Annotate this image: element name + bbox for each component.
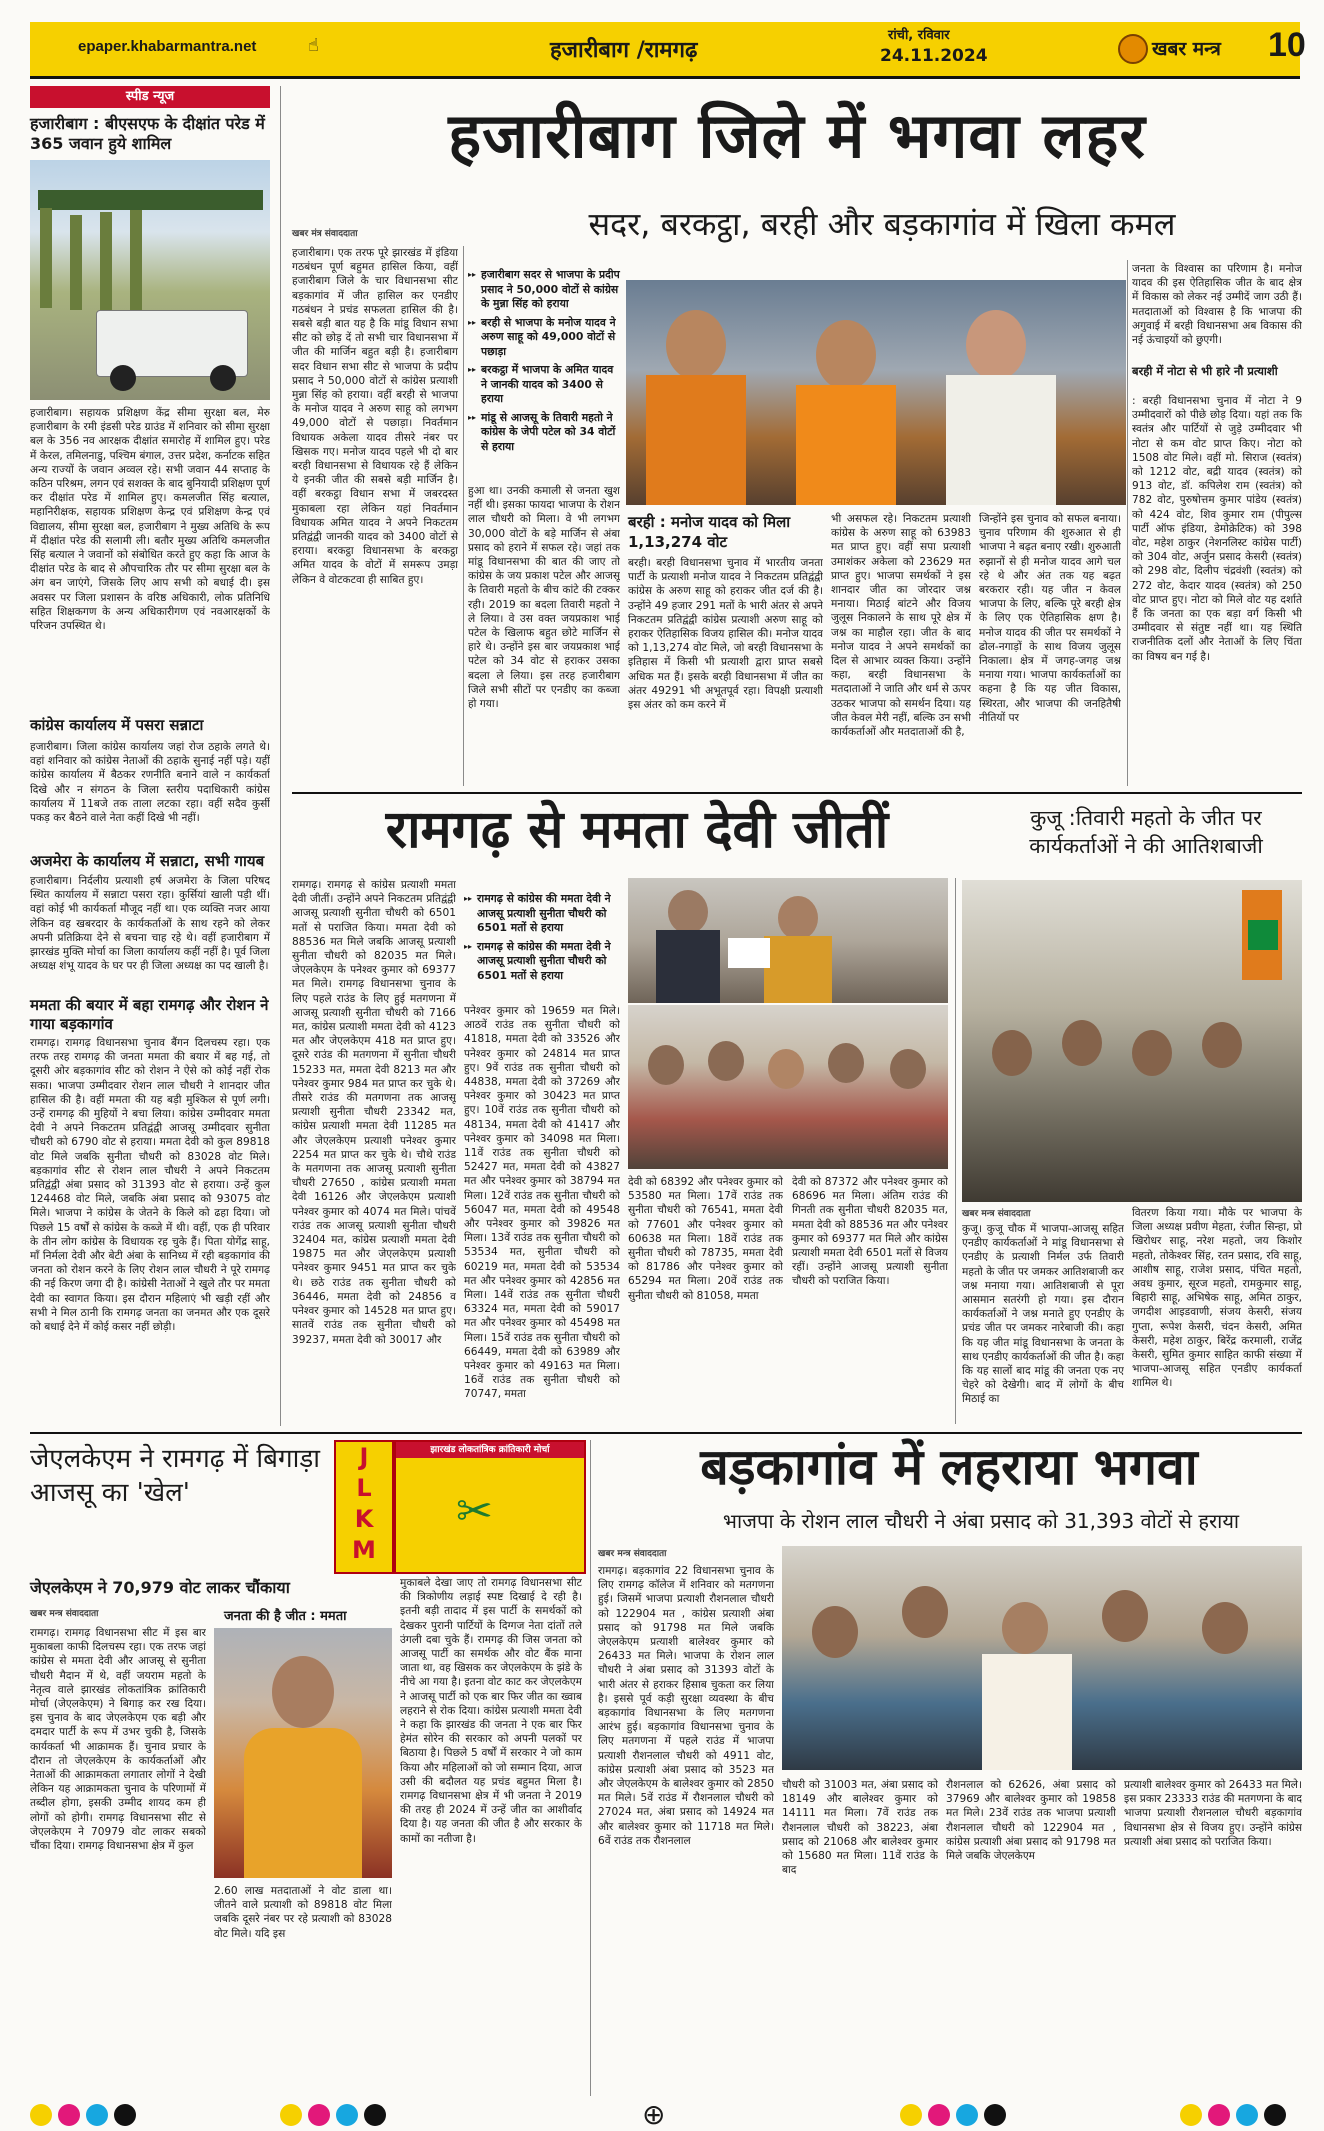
ramgarh-col-2: पनेश्वर कुमार को 19659 मत मिले। आठवें राउंड तक सुनीता चौधरी को 41818, ममता देवी को 33526 और पनेश्वर कुमार को 24814 मत प्राप्त हुए। 9वें राउंड तक सुनीता चौधरी को 44838, ममता देवी को 37269 और पनेश्वर कुमार को 30423 मत प्राप्त हुए। 10वें राउंड तक सुनीता चौधरी को 48134, ममता देवी को 41417 और पनेश्वर कुमार को 34098 मत मिला। 11वें राउंड तक सुनीता चौधरी को 52427 मत, ममता देवी को 43827 मत और पनेश्वर कुमार को 38794 मत मिला। 12वें राउंड तक सुनीता चौधरी को 56047 मत, ममता देवी को 49548 और पनेश्वर कुमार को 39826 मत मिला। 13वें राउंड तक सुनीता चौधरी को 53534 मत, सुनीता चौधरी को 60219 मत, ममता देवी को 53534 मत और पनेश्वर कुमार को 42856 मत मिला। 14वें राउंड तक सुनीता चौधरी 63324 मत, ममता देवी को 59017 मत और पनेश्वर कुमार को 45498 मत मिला। 15वें राउंड तक सुनीता चौधरी को 66449, ममता देवी को 63989 और पनेश्वर कुमार को 49163 मत मिला। 16वें राउंड तक सुनीता चौधरी को 70747, ममता [464,1005,620,1401]
divider [30,1432,1302,1434]
lead-bullet: ▸▸ बरकट्ठा में भाजपा के अमित यादव ने जानकी यादव को 3400 से हराया [468,363,620,407]
lead-subhead: सदर, बरकट्ठा, बरही और बड़कागांव में खिला कमल [588,205,1176,243]
ramgarh-headline: रामगढ़ से ममता देवी जीतीं [385,800,889,860]
divider [280,86,281,1426]
registration-dot [1264,2104,1286,2126]
lead-col-4: भी असफल रहे। निकटतम प्रत्याशी कांग्रेस के अरुण साहू को 63983 मत प्राप्त हुए। वहीं सपा प्रत्याशी उमाशंकर अकेला को 23629 मत प्राप्त हुए। भाजपा समर्थकों ने इस शानदार जीत का जोरदार जश्न मनाया। मिठाई बांटने और विजय जुलूस निकालने के साथ पूरे क्षेत्र में जश्न का माहौल रहा। जीत के बाद मनोज यादव ने अपने समर्थकों का दिल से आभार व्यक्त किया। उन्होंने कहा, बरही विधानसभा के मतदाताओं ने जाति और धर्म से ऊपर उठकर भाजपा को समर्थन दिया। यह जीत केवल मेरी नहीं, बल्कि उन सभी कार्यकर्ताओं और मतदाताओं की है, [831,513,971,739]
ramgarh-col-1: रामगढ़। रामगढ़ से कांग्रेस प्रत्याशी ममता देवी जीतीं। उन्होंने अपने निकटतम प्रतिद्वंद्वी आजसू प्रत्याशी सुनीता चौधरी को 6501 मतों से पराजित किया। ममता देवी को 88536 मत मिले जबकि आजसू प्रत्याशी सुनीता चौधरी को 82035 मत मिले। जेएलकेएम के पनेश्वर कुमार को 69377 मत मिले। रामगढ़ विधानसभा चुनाव के लिए पहले राउंड के लिए हुई मतगणना में आजसू प्रत्याशी सुनीता चौधरी को 7166 मत, कांग्रेस प्रत्याशी ममता देवी को 4123 मत और जेएलकेएम 418 मत प्राप्त हुए। दूसरे राउंड की मतगणना में सुनीता चौधरी 15233 मत, ममता देवी 8213 मत और पनेश्वर कुमार 984 मत प्राप्त कर चुके थे। तीसरे राउंड की मतगणना तक आजसू प्रत्याशी सुनीता चौधरी 23342 मत, कांग्रेस प्रत्याशी ममता देवी 11285 मत और जेएलकेएम प्रत्याशी पनेश्वर कुमार 2254 मत प्राप्त कर चुके थे। चौथे राउंड के मतगणना तक आजसू प्रत्याशी सुनीता चौधरी 27650 , कांग्रेस प्रत्याशी ममता देवी 16126 और जेएलकेएम प्रत्याशी पनेश्वर कुमार को 4074 मत मिले। पांचवें राउंड तक आजसू प्रत्याशी सुनीता चौधरी 32404 मत, कांग्रेस प्रत्याशी ममता देवी 19875 मत और जेएलकेएम प्रत्याशी पनेश्वर कुमार 9451 मत प्राप्त कर चुके थे। छठे राउंड तक सुनीता चौधरी को 36446, ममता देवी को 24856 व पनेश्वर कुमार को 14528 मत प्राप्त हुए। सातवें राउंड तक सुनीता चौधरी को 39237, ममता देवी को 30017 और [292,879,456,1346]
divider [590,1440,591,2096]
color-registration-bar [280,2104,392,2130]
sidebar-headline-mamta: ममता की बयार में बहा रामगढ़ और रोशन ने गाया बड़कागांव [30,996,269,1033]
kuju-headline: कुजू :तिवारी महतो के जीत पर कार्यकर्ताओं ने की आतिशबाजी [1029,806,1263,858]
barkagaon-col-3: रौशनलाल को 62626, अंबा प्रसाद को 37969 और बालेश्वर कुमार को 19858 मत मिले। 23वें राउंड तक भाजपा प्रत्याशी रौशनलाल चौधरी को 122904 मत , कांग्रेस प्रत्याशी अंबा प्रसाद को 91798 मत मिले जबकि जेएलकेएम [946,1779,1116,1863]
registration-dot [984,2104,1006,2126]
sidebar-kicker: स्पीड न्यूज [30,86,270,108]
sidebar-body-ajmera: हजारीबाग। निर्दलीय प्रत्याशी हर्ष अजमेरा के जिला परिषद स्थित कार्यालय में सन्नाटा पसरा रहा। कुर्सियां खाली पड़ी थीं। वहां कोई भी कार्यकर्ता मौजूद नहीं था। एक व्यक्ति नजर आया लेकिन वह खबरदार के कार्यकर्ताओं के साथ रहने को लेकर अपनी प्रतिक्रिया देने से बचना चाह रहे थे। वहीं हजारीबाग में झारखंड मुक्ति मोर्चा का जिला कार्यालय कहीं नहीं है। पूर्व जिला अध्यक्ष शंभू यादव के घर पर ही जिला अध्यक्ष का पद खाली है। [30,875,270,973]
registration-dot [364,2104,386,2126]
ramgarh-bullet: ▸▸ रामगढ़ से कांग्रेस की ममता देवी ने आजसू प्रत्याशी सुनीता चौधरी को 6501 मतों से हराया [464,892,618,936]
brand-logo-icon [1118,34,1148,64]
photo-mamta-certificate [628,878,948,1003]
kuju-col-2: वितरण किया गया। मौके पर भाजपा के जिला अध्यक्ष प्रवीण मेहता, रंजीत सिन्हा, प्रो खिरोधर साहू, नरेश महतो, जय किशोर महतो, तोकेश्वर सिंह, रतन प्रसाद, रवि साहू, आशीष साहू, राजेश प्रसाद, पंचित महतो, अवध कुमार, सूरज महतो, रामकुमार साहू, बिहारी साहू, अभिषेक साहू, अमित ठाकुर, जगदीश आइडवाणी, संजय केसरी, संजय गुप्ता, रूपेश केसरी, चंदन केसरी, अमित केसरी, महेश ठाकुर, बिरेंद्र करमाली, राजेंद्र केसरी, सुमित कुमार साहित काफी संख्या में भाजपा-आजसू सहित एनडीए कार्यकर्ता शामिल थे। [1132,1207,1302,1390]
sidebar-body-mamta: रामगढ़। रामगढ़ विधानसभा चुनाव बैंगन दिलचस्प रहा। एक तरफ तरह रामगढ़ की जनता ममता की बयार में बह गई, तो दूसरी ओर बड़कागांव सीट को रोशन ने ऐसे को कोई नहीं रोक सका। भाजपा उम्मीदवार रोशन लाल चौधरी ने शानदार जीत हासिल की है। वहीं ममता की यह बड़ी मुश्किल से पूर्ण लगी। उन्हें रामगढ़ की मुहियों ने बचा लिया। कांग्रेस उम्मीदवार ममता देवी ने अपने निकटतम प्रतिद्वंद्वी आजसू उम्मीदवार सुनीता चौधरी को 6790 वोट से हराया। ममता देवी को कुल 89818 वोट मिले जबकि सुनीता चौधरी को 83028 वोट मिले। बड़कागांव सीट से रोशन लाल चौधरी ने अपने निकटतम प्रतिद्वंद्वी अंबा प्रसाद को 31393 वोट से हराया। उन्हें कुल 124468 वोट मिले, जबकि अंबा प्रसाद को 93075 वोट मिले। भाजपा ने कांग्रेस के जेतने के किले को ढहा दिया। जो पिछले 15 वर्षों से कांग्रेस के कब्जे में थी। वहीं, एक ही परिवार के तीन लोग कांग्रेस के विधायक रह चुके हैं। पिता योगेंद्र साहू, माँ निर्मला देवी और बेटी अंबा के सानिध्य में रही बड़कागांव की जनता को रोशन करने के लिए रोशन लाल चौधरी ने पूरे रामगढ़ की नई किरण जगा दी है। कांग्रेसी नेताओं ने खुले तौर पर ममता देवी का स्वागत किया। इस दौरान महिलाएं भी खड़ी रहीं और सभी ने मिल ठानी कि रामगढ़ जनता का जनमत और एक दूसरे को बधाई देने में कोई कसर नहीं छोड़ी। [30,1037,270,1334]
city-day: रांची, रविवार [888,28,950,43]
sidebar-headline-congress: कांग्रेस कार्यालय में पसरा सन्नाटा [30,716,204,734]
barhi-caption: बरही : मनोज यादव को मिला 1,13,274 वोट [628,513,791,551]
page-number: 10 [1268,26,1306,64]
lead-bullet: ▸▸ हजारीबाग सदर से भाजपा के प्रदीप प्रसाद ने 50,000 वोटों से कांग्रेस के मुन्ना सिंह को हराया [468,268,620,312]
lead-byline: खबर मंत्र संवाददाता [292,229,358,239]
color-registration-bar [900,2104,1012,2130]
photo-barkagaon-victory [782,1546,1302,1770]
color-registration-bar [1180,2104,1292,2130]
nota-headline: बरही में नोटा से भी हारे नौ प्रत्याशी [1132,364,1278,378]
jlkm-photo-col: 2.60 लाख मतदाताओं ने वोट डाला था। जीतने वाले प्रत्याशी को 89818 वोट मिला जबकि दूसरे नंबर पर रहे प्रत्याशी को 83028 वोट मिले। यदि इस [214,1885,392,1940]
jlkm-logo [334,1440,394,1574]
brand-name: खबर मन्त्र [1152,38,1221,60]
registration-dot [280,2104,302,2126]
masthead [30,22,1306,79]
section-title: हजारीबाग /रामगढ़ [550,38,698,63]
photo-ramgarh-supporters [628,1005,948,1169]
barkagaon-subhead: भाजपा के रोशन लाल चौधरी ने अंबा प्रसाद को 31,393 वोटों से हराया [722,1509,1240,1533]
date: 24.11.2024 [880,46,988,66]
jlkm-flag-text: झारखंड लोकतांत्रिक क्रांतिकारी मोर्चा [396,1442,584,1458]
sidebar-headline-ajmera: अजमेरा के कार्यालय में सन्नाटा, सभी गायब [30,852,265,870]
registration-dot [308,2104,330,2126]
ramgarh-bullets [464,892,618,987]
jlkm-flag [394,1440,586,1574]
sidebar-headline-bsf: हजारीबाग : बीएसएफ के दीक्षांत परेड में 365 जवान हुये शामिल [30,114,265,153]
jlkm-col-2: मुकाबले देखा जाए तो रामगढ़ विधानसभा सीट की त्रिकोणीय लड़ाई स्पष्ट दिखाई दे रही है। इतनी बड़ी तादाद में इस पार्टी के समर्थकों को देखकर पुरानी पार्टियों के दिग्गज नेता दांतों तले उंगली दबा चुके हैं। रामगढ़ की जिस जनता को आजसू पार्टी का समर्थक और वोट बैंक माना जाता था, वह खिसक कर जेएलकेएम के झंडे के नीचे आ गया है। इतना वोट काट कर जेएलकेएम ने आजसू पार्टी को एक बार फिर जीत का ख्वाब लहराने से रोक दिया। कांग्रेस प्रत्याशी ममता देवी ने कहा कि झारखंड की जनता ने एक बार फिर हेमंत सोरेन की सरकार को अपनी पलकों पर बिठाया है। पिछले 5 वर्षों में सरकार ने जो काम किया और महिलाओं को जो सम्मान दिया, आज उसी की बदौलत यह प्रचंड बहुमत मिला है। रामगढ़ विधानसभा क्षेत्र में भी जनता ने 2019 की तरह ही 2024 में उन्हें जीत का आशीर्वाद दिया है। यह जनता की जीत है और सरकार के कामों का नतीजा है। [400,1577,582,1845]
barkagaon-headline: बड़कागांव में लहराया भगवा [700,1438,1198,1496]
registration-dot [1208,2104,1230,2126]
lead-col-2: हुआ था। उनकी कमाली से जनता खुश नहीं थी। इसका फायदा भाजपा के रोशन लाल चौधरी को मिला। वे भी लगभग 30,000 वोटों के बड़े मार्जिन से अंबा प्रसाद को हराने में सफल रहे। जहां तक मांडू विधानसभा की बात की जाए तो कांग्रेस के जय प्रकाश पटेल और आजसू के तिवारी महतो के बीच कांटे की टक्कर रही। 2019 का बदला तिवारी महतो ने ले लिया। वे उस वक्त जयप्रकाश भाई पटेल के खिलाफ बहुत छोटे मार्जिन से हारे थे। उन्होंने इस बार जयप्रकाश भाई पटेल को 34 वोट से हराकर उसका बदला ले लिया। इस तरह हजारीबाग जिले सभी सीटों पर एनडीए का कब्जा हो गया। [468,485,620,711]
registration-dot [900,2104,922,2126]
lead-col-3: बरही। बरही विधानसभा चुनाव में भारतीय जनता पार्टी के प्रत्याशी मनोज यादव ने निकटतम प्रतिद्वंद्वी कांग्रेस के अरुण साहू को हराकर जीत दर्ज की है। उन्होंने 49 हजार 291 मतों के भारी अंतर से अपने निकटतम प्रतिद्वंद्वी कांग्रेस प्रत्याशी अरुण साहू को हराकर ऐतिहासिक विजय हासिल की। मनोज यादव को 1,13,274 वोट मिले, जो बरही विधानसभा के इतिहास में किसी भी प्रत्याशी द्वारा प्राप्त सबसे अधिक मत हैं। इसके बरही विधानसभा में जीत का अंतर 49291 भी अभूतपूर्व रहा। विपक्षी प्रत्याशी इस अंतर को कम करने में [628,557,823,712]
kuju-byline: खबर मन्त्र संवाददाता [962,1209,1031,1219]
kuju-col-1: कुजू। कुजू चौक में भाजपा-आजसू सहित एनडीए कार्यकर्ताओं ने मांडू विधानसभा से एनडीए के प्रत्याशी निर्मल उर्फ तिवारी महतो के जीत पर जमकर आतिशबाजी कर जश्न मनाया गया। आतिशबाजी से पूरा आसमान सतरंगी हो गया। इस दौरान कार्यकर्ताओं ने जश्न मनाते हुए एनडीए के प्रचंड जीत पर जमकर नारेबाजी की। कहा कि यह जीत मांडू विधानसभा के जनता के साथ एनडीए कार्यकर्ताओं की जीत है। कहा कि यह सालों बाद मांडू की जनता एक नए चेहरे को देखेगी। बाद में लोगों के बीच मिठाई का [962,1223,1124,1406]
photo-kuju-celebration [962,880,1302,1202]
lead-bullet: ▸▸ बरही से भाजपा के मनोज यादव ने अरुण साहू को 49,000 वोटों से पछाड़ा [468,316,620,360]
ramgarh-bullet: ▸▸ रामगढ़ से कांग्रेस की ममता देवी ने आजसू प्रत्याशी सुनीता चौधरी को 6501 मतों से हराया [464,940,618,984]
photo-barhi-celebration [626,280,1126,505]
scissors-icon: ✂ [456,1486,493,1537]
divider [955,878,956,1424]
site-url[interactable]: epaper.khabarmantra.net [78,38,257,55]
jlkm-letter: M [352,1536,376,1564]
barkagaon-col-2: चौधरी को 31003 मत, अंबा प्रसाद को 18149 और बालेश्वर कुमार को 14111 मत मिला। 7वें राउंड तक रौशनलाल चौधरी को 38223, अंबा प्रसाद को 21068 और बालेश्वर कुमार को 15680 मत मिला। 11वें राउंड के बाद [782,1779,938,1877]
divider [1127,260,1128,786]
jlkm-headline: जेएलकेएम ने रामगढ़ में बिगाड़ा आजसू का 'खेल' [30,1444,321,1508]
ramgarh-col-3: देवी को 68392 और पनेश्वर कुमार को 53580 मत मिला। 17वें राउंड तक सुनीता चौधरी को 76541, ममता देवी को 77601 और पनेश्वर कुमार को 60638 मत मिला। 18वें राउंड तक सुनीता चौधरी को 78735, ममता देवी को 81786 और पनेश्वर कुमार को 65294 मत मिला। 20वें राउंड तक सुनीता चौधरी को 81058, ममता [628,1176,783,1302]
ramgarh-col-4: देवी को 87372 और पनेश्वर कुमार को 68696 मत मिला। अंतिम राउंड की गिनती तक सुनीता चौधरी 82035 मत, ममता देवी को 88536 मत और पनेश्वर कुमार को 69377 मत मिले और कांग्रेस प्रत्याशी ममता देवी 6501 मतों से विजय रहीं। उन्होंने आजसू प्रत्याशी सुनीता चौधरी को पराजित किया। [792,1176,948,1288]
color-registration-bar [30,2104,142,2130]
jlkm-letter: K [354,1505,374,1533]
lead-col-6b: : बरही विधानसभा चुनाव में नोटा ने 9 उम्मीदवारों को पीछे छोड़ दिया। यहां तक कि स्वतंत्र और पार्टियों से जुड़े उम्मीदवार भी नोटा से कम वोट प्राप्त किए। नोटा को 1508 वोट मिले। वहीं मो. सिराज (स्वतंत्र) को 1212 वोट, बद्री यादव (स्वतंत्र) को 913 वोट, डॉ. कपिलेश राम (स्वतंत्र) को 782 वोट, पुरुषोत्तम कुमार पांडेय (स्वतंत्र) को 424 वोट, शिव कुमार राम (पीपुल्स पार्टी ऑफ इंडिया, डेमोक्रेटिक) को 398 वोट, महेश ठाकुर (नेशनलिस्ट कांग्रेस पार्टी) को 304 वोट, अर्जुन प्रसाद केसरी (स्वतंत्र) को 298 वोट, दिलीप चंद्रवंशी (स्वतंत्र) को 272 वोट, केदार यादव (स्वतंत्र) को 250 वोट प्राप्त हुए। नोटा को मिले वोट यह दर्शाते हैं कि जनता का एक बड़ा वर्ग किसी भी उम्मीदवार से संतुष्ट नहीं था। यह स्थिति राजनीतिक दलों और नेताओं के लिए चिंता का विषय बन गई है। [1132,395,1302,663]
jlkm-letter: J [359,1443,369,1471]
lead-headline: हजारीबाग जिले में भगवा लहर [448,99,1146,172]
jlkm-letter: L [356,1474,372,1502]
divider [292,792,1302,794]
registration-dot [58,2104,80,2126]
registration-dot [1180,2104,1202,2126]
registration-dot [86,2104,108,2126]
jlkm-quote-head: जनता की है जीत : ममता [224,1609,347,1624]
lead-col-1: हजारीबाग। एक तरफ पूरे झारखंड में इंडिया गठबंधन पूर्ण बहुमत हासिल किया, वहीं हजारीबाग जिले के चार विधानसभा सीट बड़कागांव में जीत हासिल कर एनडीए गठबंधन ने प्रचंड सफलता हासिल की है। सबसे बड़ी बात यह है कि मांडू विधान सभा सीट को छोड़ दें तो सभी चार विधानसभा में जीत की मार्जिन बहुत बड़ी है। हजारीबाग सदर विधान सभा सीट से भाजपा के प्रदीप प्रसाद ने 50,000 वोटों से कांग्रेस प्रत्याशी मुन्ना सिंह को हराया। वहीं बरही से भाजपा के मनोज यादव ने अरुण साहू को लगभग 49,000 वोटों से पछाड़ा। निवर्तमान विधायक अकेला यादव तीसरे नंबर पर खिसक गए। मनोज यादव पहले भी दो बार बरही विधानसभा से विधायक रहे हैं लेकिन ये इनकी जीत की सबसे बड़ी मार्जिन है। वहीं बरकट्ठा विधान सभा में जबरदस्त मुकाबला रहा लेकिन यहां निवर्तमान विधायक अमित यादव ने अपने निकटतम प्रतिद्वंद्वी जानकी यादव को 3400 वोटों से हराया। बरकट्ठा विधानसभा के बरकट्ठा अमित यादव के वोटों में समरूप उमड़ा लेकिन वे वोटकटवा ही साबित हुए। [292,247,458,586]
lead-bullets [468,268,620,458]
photo-mamta-devi [214,1628,392,1878]
registration-dot [956,2104,978,2126]
barkagaon-col-4: प्रत्याशी बालेश्वर कुमार को 26433 मत मिले। इस प्रकार 23333 राउंड की मतगणना के बाद भाजपा प्रत्याशी रौशनलाल चौधरी बड़कागांव विधानसभा क्षेत्र से विजय हुए। उन्होंने कांग्रेस प्रत्याशी अंबा प्रसाद को पराजित किया। [1124,1779,1302,1848]
cursor-icon: ☝ [308,35,319,56]
registration-dot [30,2104,52,2126]
registration-dot [336,2104,358,2126]
barkagaon-col-1: रामगढ़। बड़कागांव 22 विधानसभा चुनाव के लिए रामगढ़ कॉलेज में शनिवार को मतगणना हुई। जिसमें भाजपा प्रत्याशी रौशनलाल चौधरी को 122904 मत , कांग्रेस प्रत्याशी अंबा प्रसाद को 91798 मत मिले जबकि जेएलकेएम प्रत्याशी बालेश्वर कुमार को 26433 मत मिले। भाजपा के रोशन लाल चौधरी ने अंबा प्रसाद को 31393 वोटों के भारी अंतर से हराकर हिसाब चुकता कर लिया है। इससे पूर्व कड़ी सुरक्षा व्यवस्था के बीच बड़कागांव विधानसभा के लिए मतगणना आरंभ हुई। बड़कागांव विधानसभा चुनाव के लिए मतगणना में पहले राउंड में भाजपा प्रत्याशी रौशनलाल चौधरी को 4911 वोट, कांग्रेस प्रत्याशी अंबा प्रसाद को 3523 मत और जेएलकेएम के बालेश्वर कुमार को 2850 मत मिले। 5वें राउंड में रौशनलाल चौधरी को 27024 मत, अंबा प्रसाद को 14924 मत और बालेश्वर कुमार को 11718 मत मिले। 6वें राउंड तक रौशनलाल [598,1565,774,1847]
jlkm-col-1: रामगढ़। रामगढ़ विधानसभा सीट में इस बार मुकाबला काफी दिलचस्प रहा। एक तरफ जहां कांग्रेस से ममता देवी और आजसू से सुनीता चौधरी मैदान में थे, वहीं जयराम महतो के नेतृत्व वाले झारखंड लोकतांत्रिक क्रांतिकारी मोर्चा (जेएलकेएम) ने बिगाड़ कर रख दिया। इस चुनाव के बाद जेएलकेएम एक बड़ी और दमदार पार्टी के रूप में उभर चुकी है, जिसके कार्यकर्ता भी आक्रामक हैं। चुनाव प्रचार के दौरान तो जेएलकेएम के कार्यकर्ताओं और नेताओं की आक्रामकता लगातार लोगों ने देखी लेकिन यह आक्रामकता चुनाव के परिणामों में तब्दील होगा, इसकी उम्मीद शायद कम ही लोगों को होगी। रामगढ़ विधानसभा सीट से जेएलकेएम ने 70979 वोट लाकर सबको चौंका दिया। रामगढ़ विधानसभा क्षेत्र में कुल [30,1627,206,1853]
registration-dot [1236,2104,1258,2126]
lead-bullet: ▸▸ मांडू से आजसू के तिवारी महतो ने कांग्रेस के जेपी पटेल को 34 वोटों से हराया [468,411,620,455]
divider [463,246,464,786]
lead-col-5: जिन्होंने इस चुनाव को सफल बनाया। चुनाव परिणाम की शुरुआत से ही भाजपा ने बढ़त बनाए रखी। शुरुआती रुझानों से ही मनोज यादव आगे चल रहे थे और अंत तक यह बढ़त बरकरार रही। यह जीत न केवल भाजपा के लिए, बल्कि पूरे बरही क्षेत्र के लिए एक ऐतिहासिक क्षण है। मनोज यादव की जीत पर समर्थकों ने ढोल-नगाड़ों के साथ विजय जुलूस निकाला। क्षेत्र में जगह-जगह जश्न मनाया गया। भाजपा कार्यकर्ताओं का कहना है कि यह जीत विकास, स्थिरता, और भाजपा की जनहितैषी नीतियों पर [979,513,1121,724]
jlkm-subhead: जेएलकेएम ने 70,979 वोट लाकर चौंकाया [30,1578,290,1597]
registration-dot [114,2104,136,2126]
photo-bsf-parade [30,160,270,400]
lead-col-6: जनता के विश्वास का परिणाम है। मनोज यादव की इस ऐतिहासिक जीत के बाद क्षेत्र में विकास को लेकर नई उम्मीदें जाग उठी हैं। मतदाताओं को विश्वास है कि भाजपा की अगुवाई में बरही विधानसभा अब विकास की नई ऊंचाइयों को छुएगी। [1132,263,1302,347]
sidebar-body-congress: हजारीबाग। जिला कांग्रेस कार्यालय जहां रोज ठहाके लगते थे। वहां शनिवार को कांग्रेस नेताओं की ठहाके सुनाई नहीं पड़े। यहीं कांग्रेस कार्यालय में बैठकर रणनीति बनाने वाले न कार्यकर्ता दिखे और न संगठन के जिला स्तरीय पदाधिकारी कांग्रेस कार्यालय में 11बजे तक ताला लटका रहा। वहीं सदैव कुर्सी पकड़ कर बैठने वाले नेता कहीं दिखे भी नहीं। [30,741,270,825]
barkagaon-byline: खबर मन्त्र संवाददाता [598,1549,667,1559]
jlkm-byline: खबर मन्त्र संवाददाता [30,1609,99,1619]
sidebar-body-bsf: हजारीबाग। सहायक प्रशिक्षण केंद्र सीमा सुरक्षा बल, मेरु हजारीबाग के रमी इंडसी परेड ग्राउंड में शनिवार को सीमा सुरक्षा बल के 356 नव आरक्षक दीक्षांत समारोह में शामिल हुए। परेड में केरल, तमिलनाडु, पश्चिम बंगाल, उत्तर प्रदेश, कर्नाटक सहित अन्य राज्यों के जवान अव्वल रहे। सभी जवान 44 सप्ताह के कठिन परिश्रम, लगन एवं सशक्त के बाद बुनियादी प्रशिक्षण पूर्ण कर दीक्षांत परेड में शामिल हुए। कमलजीत सिंह बत्याल, महानिरीक्षक, सहायक प्रशिक्षण केन्द्र एवं प्रशिक्षण केन्द्र एवं विद्यालय, सीमा सुरक्षा बल, हजारीबाग ने मुख्य अतिथि के रूप में दीक्षांत परेड की सलामी ली। बतौर मुख्य अतिथि कमलजीत सिंह बत्याल ने जवानों को संबोधित करते हुए कहा कि आज के दीक्षांत परेड के बाद से औपचारिक तौर पर सीमा सुरक्षा बल के अंग बन जाएंगे, जिसके लिए आप सभी को बधाई दी। इस अवसर पर जिला प्रशासन के वरिष्ठ अधिकारी, लोक प्रतिनिधि सहित शिक्षकगण के अन्य अधिकारीगण एवं नवआरक्षकों के परिजन उपस्थित थे। [30,407,270,633]
registration-dot [928,2104,950,2126]
crosshair-icon: ⊕ [642,2098,666,2131]
